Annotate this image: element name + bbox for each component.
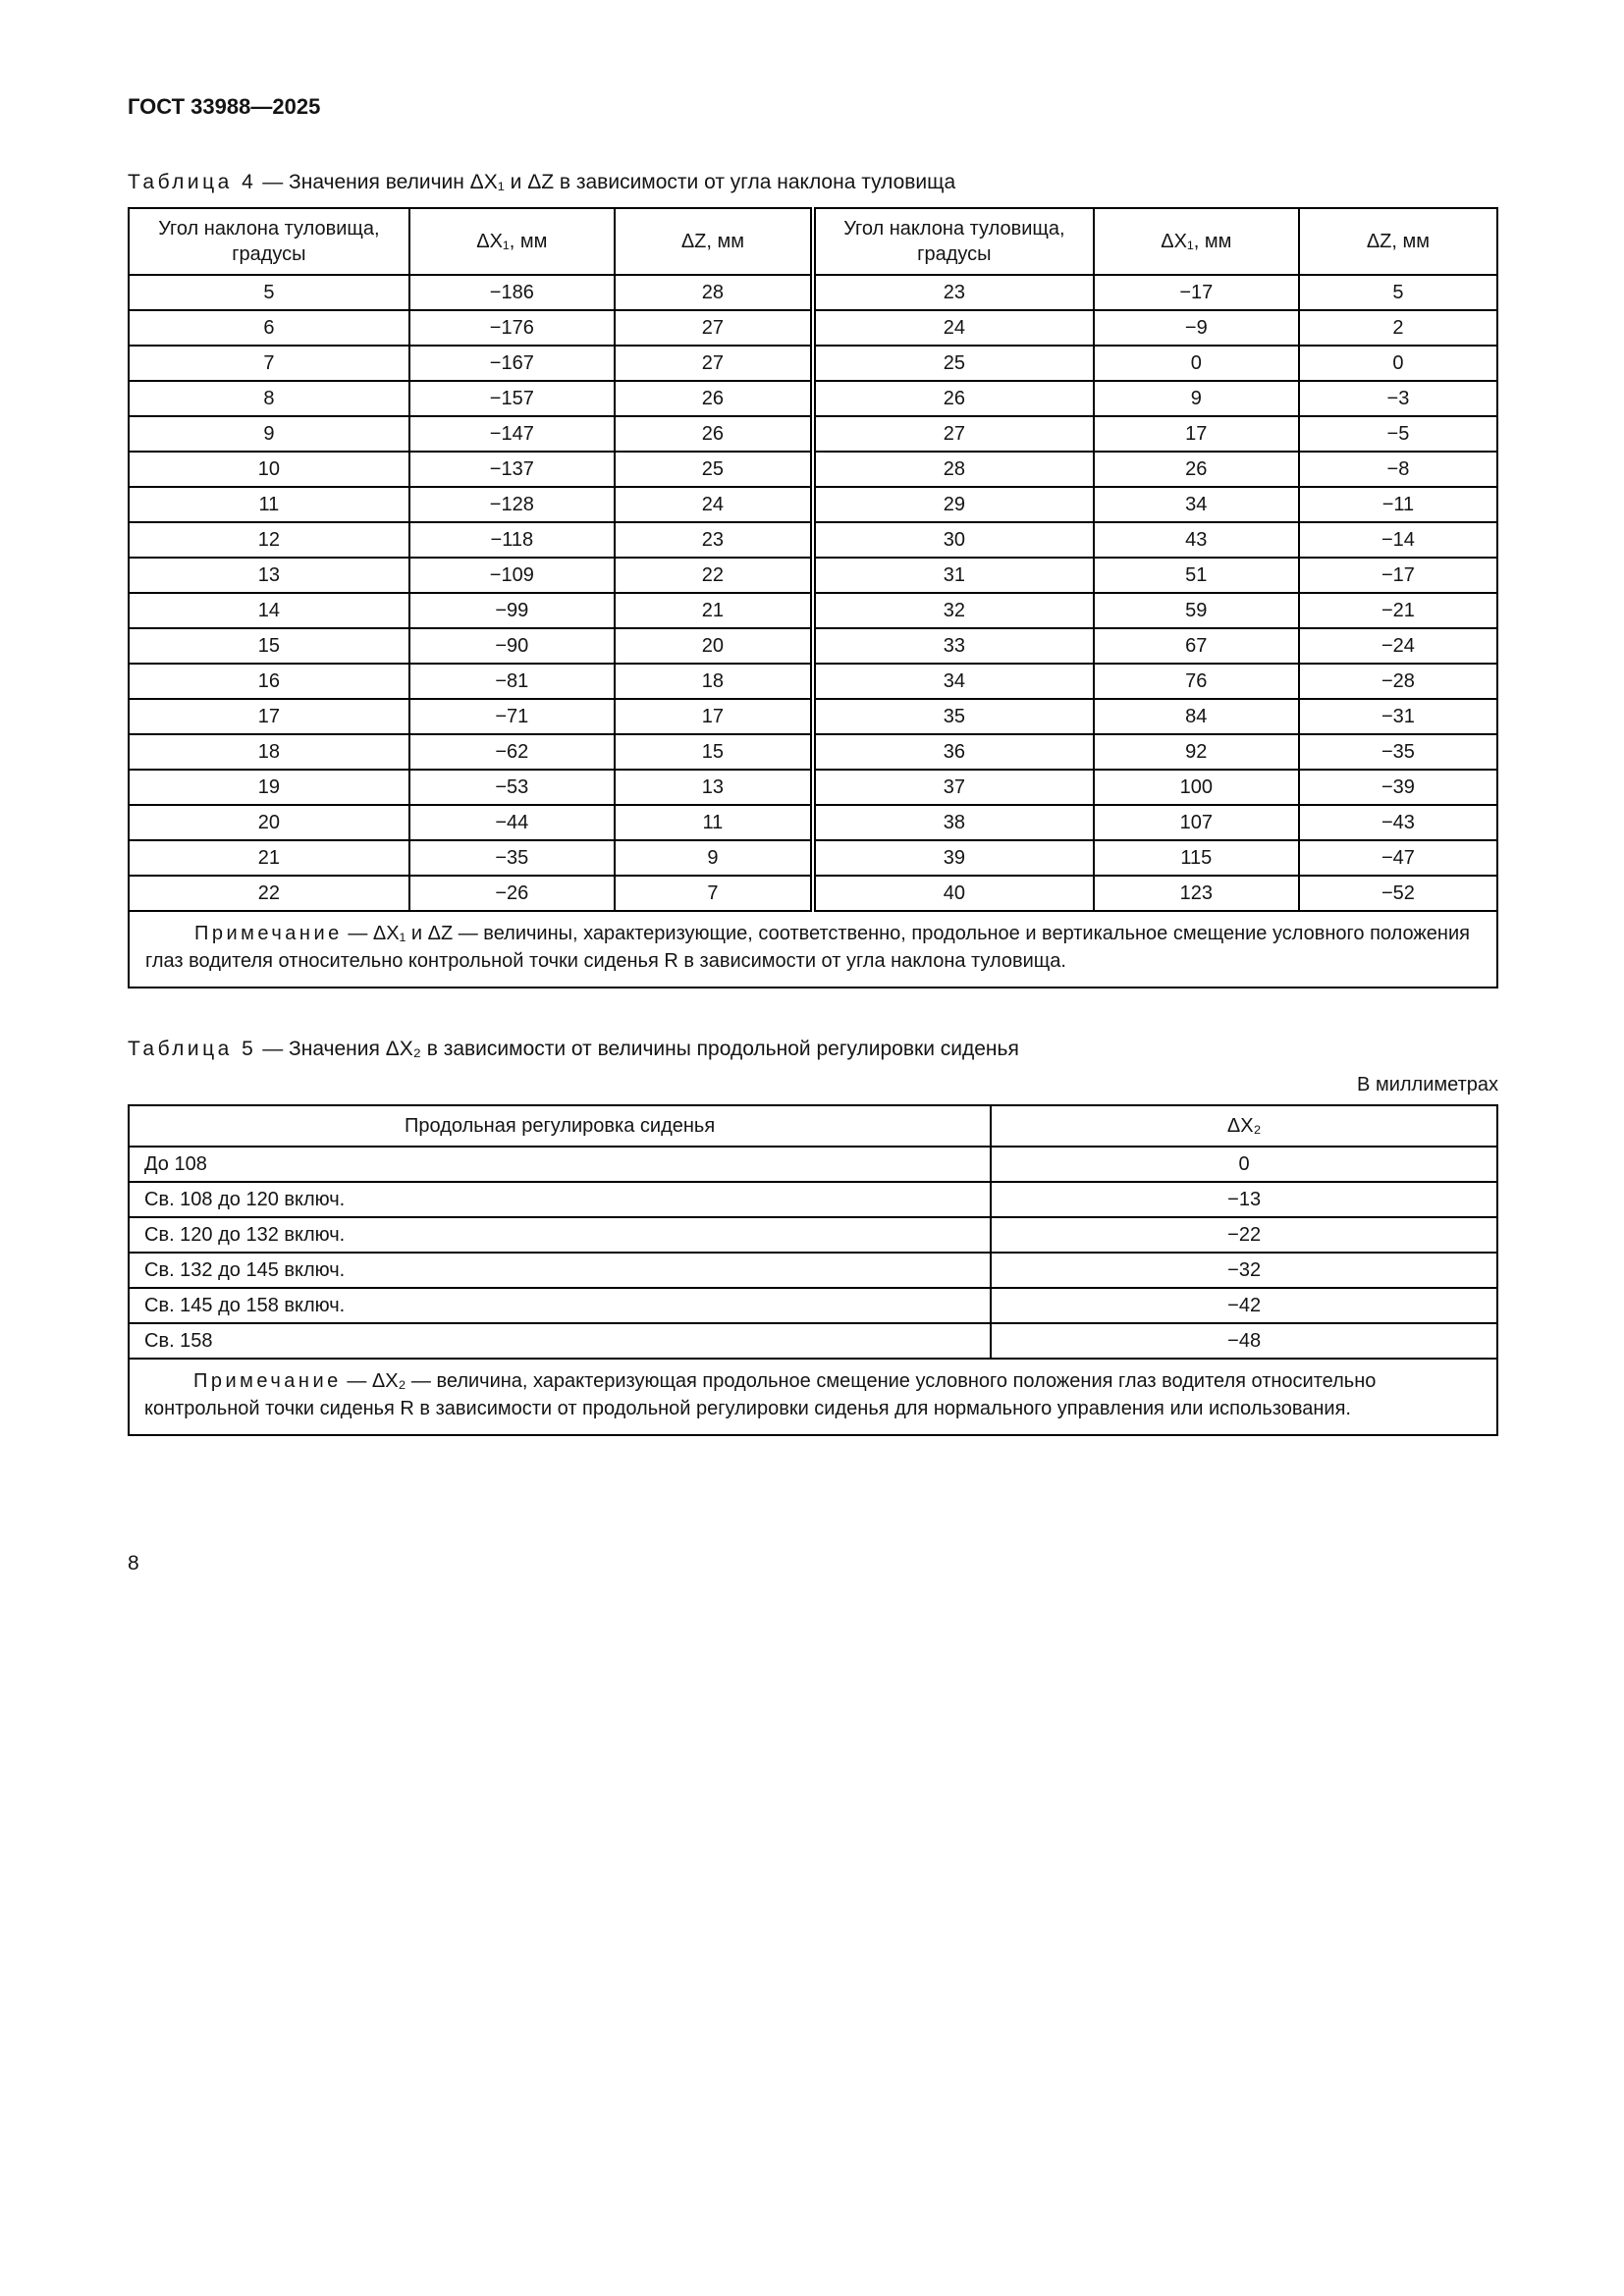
table-cell: −14 <box>1299 522 1497 558</box>
table-row <box>129 381 1497 416</box>
table-cell: 24 <box>615 487 813 522</box>
table-cell: −3 <box>1299 381 1497 416</box>
doc-code-header: ГОСТ 33988—2025 <box>128 94 321 119</box>
table-cell: −9 <box>1094 310 1299 346</box>
table-cell: −35 <box>409 840 615 876</box>
table-cell: 100 <box>1094 770 1299 805</box>
table-cell: 9 <box>1094 381 1299 416</box>
table-cell: −109 <box>409 558 615 593</box>
table-cell: −8 <box>1299 452 1497 487</box>
table4-note-label: Примечание <box>194 923 343 944</box>
table-row <box>129 522 1497 558</box>
table-row <box>129 1147 1497 1182</box>
table-cell: 0 <box>1299 346 1497 381</box>
table-cell: 34 <box>813 664 1094 699</box>
table5-header-row <box>129 1105 1497 1147</box>
table-cell: 84 <box>1094 699 1299 734</box>
table-cell: 51 <box>1094 558 1299 593</box>
table5-caption <box>128 1038 1498 1061</box>
table-cell: −11 <box>1299 487 1497 522</box>
table-cell: 8 <box>129 381 409 416</box>
table-cell: −48 <box>991 1323 1497 1359</box>
table-row <box>129 452 1497 487</box>
table5-caption-label: Таблица 5 <box>128 1038 257 1061</box>
table-row <box>129 416 1497 452</box>
table-cell: 22 <box>129 876 409 911</box>
table4-header-row <box>129 208 1497 275</box>
table-cell: 7 <box>615 876 813 911</box>
table-cell: 17 <box>1094 416 1299 452</box>
table-cell: 31 <box>813 558 1094 593</box>
table-cell: 67 <box>1094 628 1299 664</box>
table-cell: 11 <box>129 487 409 522</box>
table5-col-header: ΔX₂ <box>991 1105 1497 1147</box>
table-cell: Св. 158 <box>129 1323 991 1359</box>
table4 <box>128 207 1498 988</box>
table-cell: −53 <box>409 770 615 805</box>
table-cell: 30 <box>813 522 1094 558</box>
table-cell: −137 <box>409 452 615 487</box>
table4-col-header: ΔZ, мм <box>615 208 813 275</box>
table4-caption <box>128 171 1498 194</box>
table-cell: −157 <box>409 381 615 416</box>
table-cell: 17 <box>615 699 813 734</box>
table-cell: 25 <box>615 452 813 487</box>
table5-note-row <box>129 1359 1497 1435</box>
table-cell: 123 <box>1094 876 1299 911</box>
table-row <box>129 487 1497 522</box>
table-cell: −43 <box>1299 805 1497 840</box>
table-cell: 37 <box>813 770 1094 805</box>
table4-caption-label: Таблица 4 <box>128 171 257 193</box>
table4-note-cell <box>129 911 1497 988</box>
table-cell: −71 <box>409 699 615 734</box>
table-cell: −21 <box>1299 593 1497 628</box>
table4-note <box>145 921 1481 975</box>
table-cell: 26 <box>1094 452 1299 487</box>
table-cell: 13 <box>129 558 409 593</box>
table-cell: 43 <box>1094 522 1299 558</box>
table-row <box>129 346 1497 381</box>
table-cell: −17 <box>1299 558 1497 593</box>
table-cell: 33 <box>813 628 1094 664</box>
table-cell: 24 <box>813 310 1094 346</box>
table-cell: 12 <box>129 522 409 558</box>
table-cell: 5 <box>129 275 409 310</box>
table-row <box>129 664 1497 699</box>
table-cell: 35 <box>813 699 1094 734</box>
table-cell: Св. 108 до 120 включ. <box>129 1182 991 1217</box>
table-cell: 18 <box>615 664 813 699</box>
table-row <box>129 1182 1497 1217</box>
table5-caption-text: — Значения ΔX₂ в зависимости от величины продольной регулировки сиденья <box>262 1038 1019 1061</box>
table-row <box>129 1253 1497 1288</box>
table4-col-header: ΔZ, мм <box>1299 208 1497 275</box>
table-cell: −186 <box>409 275 615 310</box>
table-row <box>129 805 1497 840</box>
table-cell: −62 <box>409 734 615 770</box>
table-cell: 7 <box>129 346 409 381</box>
table-row <box>129 628 1497 664</box>
table5-note-cell <box>129 1359 1497 1435</box>
table-cell: 39 <box>813 840 1094 876</box>
table-cell: 23 <box>615 522 813 558</box>
table5-note-label: Примечание <box>193 1370 342 1393</box>
table-cell: 11 <box>615 805 813 840</box>
table-cell: 36 <box>813 734 1094 770</box>
table-cell: 6 <box>129 310 409 346</box>
table-cell: 34 <box>1094 487 1299 522</box>
table5-units-note: В миллиметрах <box>1357 1074 1498 1096</box>
table-cell: −90 <box>409 628 615 664</box>
table-cell: 27 <box>813 416 1094 452</box>
table-row <box>129 1323 1497 1359</box>
table4-col-header: Угол наклона туловища, градусы <box>129 208 409 275</box>
table5-note-text: — ΔX₂ — величина, характеризующая продольное смещение условного положения глаз водителя относительно контрольной точки сиденья R в зависимости от продольной регулировки сиденья для нормального управления или использования. <box>144 1370 1377 1419</box>
table-cell: 27 <box>615 346 813 381</box>
table-cell: −39 <box>1299 770 1497 805</box>
table-cell: 20 <box>129 805 409 840</box>
table-cell: −17 <box>1094 275 1299 310</box>
table-row <box>129 310 1497 346</box>
table-cell: −147 <box>409 416 615 452</box>
table4-note-row <box>129 911 1497 988</box>
table-cell: 14 <box>129 593 409 628</box>
table-cell: 2 <box>1299 310 1497 346</box>
table-cell: −22 <box>991 1217 1497 1253</box>
table-cell: −13 <box>991 1182 1497 1217</box>
table-cell: 107 <box>1094 805 1299 840</box>
page-number: 8 <box>128 1552 139 1575</box>
table-cell: 22 <box>615 558 813 593</box>
table-cell: 5 <box>1299 275 1497 310</box>
table4-col-header: ΔX₁, мм <box>409 208 615 275</box>
table-cell: 23 <box>813 275 1094 310</box>
table4-caption-text: — Значения величин ΔX₁ и ΔZ в зависимости от угла наклона туловища <box>262 171 956 193</box>
table-cell: 92 <box>1094 734 1299 770</box>
table-cell: 9 <box>129 416 409 452</box>
table-cell: 28 <box>813 452 1094 487</box>
table-cell: −52 <box>1299 876 1497 911</box>
table5-note <box>144 1368 1481 1422</box>
table-cell: 0 <box>1094 346 1299 381</box>
table-cell: 17 <box>129 699 409 734</box>
table-cell: 13 <box>615 770 813 805</box>
table-cell: 27 <box>615 310 813 346</box>
table-cell: Св. 120 до 132 включ. <box>129 1217 991 1253</box>
table-cell: Св. 132 до 145 включ. <box>129 1253 991 1288</box>
table-cell: −176 <box>409 310 615 346</box>
table-row <box>129 770 1497 805</box>
table-cell: −99 <box>409 593 615 628</box>
table-cell: 18 <box>129 734 409 770</box>
table-row <box>129 1288 1497 1323</box>
table-cell: −24 <box>1299 628 1497 664</box>
table-cell: 21 <box>615 593 813 628</box>
table-cell: 10 <box>129 452 409 487</box>
table-cell: 28 <box>615 275 813 310</box>
table-cell: −44 <box>409 805 615 840</box>
table-cell: −167 <box>409 346 615 381</box>
table4-col-header: Угол наклона туловища, градусы <box>813 208 1094 275</box>
table4-note-text: — ΔX₁ и ΔZ — величины, характеризующие, соответственно, продольное и вертикальное смещение условного положения глаз водителя относительно контрольной точки сиденья R в зависимости от угла наклона туловища. <box>145 923 1470 972</box>
table4-col-header: ΔX₁, мм <box>1094 208 1299 275</box>
table-cell: −42 <box>991 1288 1497 1323</box>
table-row <box>129 593 1497 628</box>
table-cell: До 108 <box>129 1147 991 1182</box>
table-cell: 26 <box>813 381 1094 416</box>
table-cell: 15 <box>129 628 409 664</box>
table-cell: 59 <box>1094 593 1299 628</box>
table5-col-header: Продольная регулировка сиденья <box>129 1105 991 1147</box>
table-row <box>129 734 1497 770</box>
table-cell: 26 <box>615 381 813 416</box>
table-cell: −5 <box>1299 416 1497 452</box>
table-row <box>129 275 1497 310</box>
table-row <box>129 699 1497 734</box>
table-cell: Св. 145 до 158 включ. <box>129 1288 991 1323</box>
table-row <box>129 840 1497 876</box>
table-cell: 0 <box>991 1147 1497 1182</box>
table-cell: 19 <box>129 770 409 805</box>
table-cell: −35 <box>1299 734 1497 770</box>
table5-body <box>129 1147 1497 1359</box>
table-row <box>129 1217 1497 1253</box>
table-cell: 26 <box>615 416 813 452</box>
table-cell: −118 <box>409 522 615 558</box>
table-cell: 38 <box>813 805 1094 840</box>
table-cell: −26 <box>409 876 615 911</box>
table-row <box>129 876 1497 911</box>
table-cell: 115 <box>1094 840 1299 876</box>
table-cell: 15 <box>615 734 813 770</box>
table-cell: 16 <box>129 664 409 699</box>
table-cell: −31 <box>1299 699 1497 734</box>
table-cell: −81 <box>409 664 615 699</box>
table5 <box>128 1104 1498 1436</box>
table-cell: 20 <box>615 628 813 664</box>
table-cell: 9 <box>615 840 813 876</box>
table-cell: −32 <box>991 1253 1497 1288</box>
table-row <box>129 558 1497 593</box>
table-cell: 25 <box>813 346 1094 381</box>
table-cell: −28 <box>1299 664 1497 699</box>
table-cell: 76 <box>1094 664 1299 699</box>
table-cell: −128 <box>409 487 615 522</box>
table-cell: 29 <box>813 487 1094 522</box>
table-cell: 32 <box>813 593 1094 628</box>
table-cell: 21 <box>129 840 409 876</box>
table-cell: 40 <box>813 876 1094 911</box>
table4-body <box>129 275 1497 911</box>
table-cell: −47 <box>1299 840 1497 876</box>
